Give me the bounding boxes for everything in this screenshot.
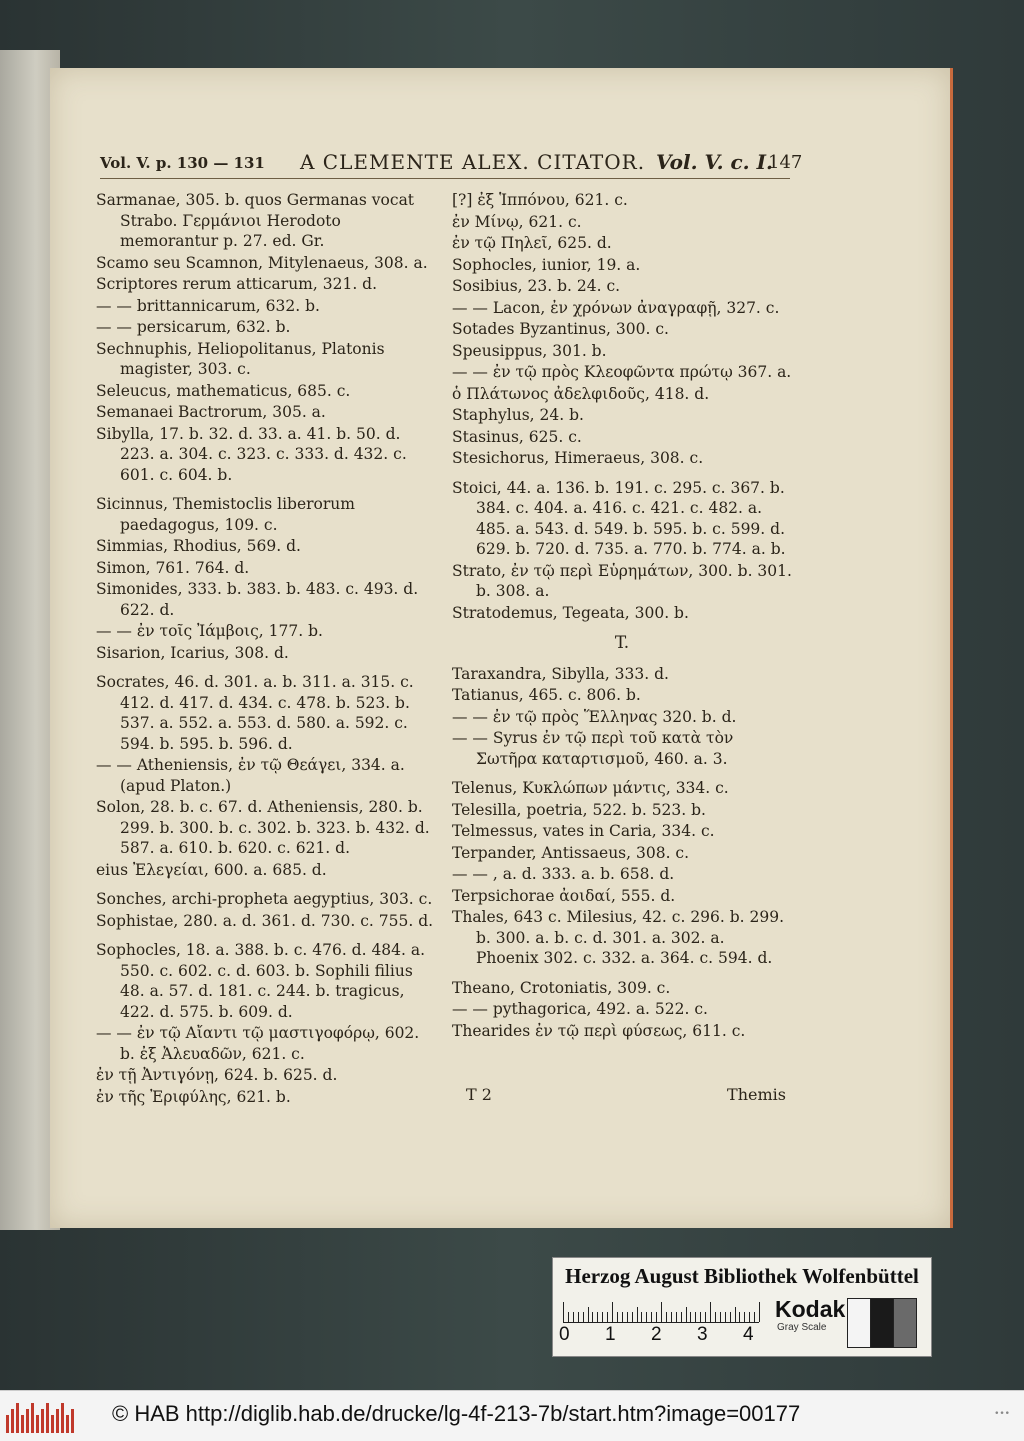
index-entry: Sicinnus, Themistoclis liberorum paedagogus, 109. c.	[96, 495, 355, 534]
ruler-tick	[730, 1312, 731, 1322]
ruler-tick	[592, 1312, 593, 1322]
index-entry: Sarmanae, 305. b. quos Germanas vocat Strabo. Γερμάνιοι Herodoto memorantur p. 27. ed. Gr.	[96, 191, 415, 250]
index-entry: Strato, ἐν τῷ περὶ Εὑρημάτων, 300. b. 301. b. 308. a.	[452, 561, 792, 600]
index-entry: Seleucus, mathematicus, 685. c.	[96, 381, 351, 400]
index-entry: Socrates, 46. d. 301. a. b. 311. a. 315. c. 412. d. 417. d. 434. c. 478. b. 523. b. 537. a. 552. a. 553. d. 580. a. 592. c. 594. b. 595. b. 596. d.	[96, 673, 414, 753]
ruler-tick	[588, 1307, 589, 1322]
index-entry: — — Lacon, ἐν χρόνων ἀναγραφῇ, 327. c.	[452, 298, 780, 317]
index-entry: Taraxandra, Sibylla, 333. d.	[452, 664, 669, 683]
index-entry: Tatianus, 465. c. 806. b.	[452, 686, 641, 704]
index-entry: Sibylla, 17. b. 32. d. 33. a. 41. b. 50. d. 223. a. 304. c. 323. c. 333. d. 432. c. 601. c. 604. b.	[96, 424, 407, 484]
index-entry: Terpsichorae ἀοιδαί, 555. d.	[452, 886, 676, 905]
ruler-tick	[715, 1312, 716, 1322]
ruler-tick	[578, 1312, 579, 1322]
ruler-tick	[739, 1312, 740, 1322]
section-letter: T.	[614, 633, 630, 653]
index-entry: Staphylus, 24. b.	[452, 406, 584, 424]
index-entry: Thales, 643 c. Milesius, 42. c. 296. b. 299. b. 300. a. b. c. d. 301. a. 302. a. Phoenix 302. c. 332. a. 364. c. 594. d.	[452, 908, 785, 967]
ruler-tick	[607, 1312, 608, 1322]
index-entry: Simmias, Rhodius, 569. d.	[96, 537, 301, 555]
page-number: 147	[768, 152, 803, 173]
logo-bar	[11, 1409, 14, 1433]
scale-number: 4	[743, 1324, 754, 1345]
logo-bar	[66, 1415, 69, 1433]
ruler-tick	[744, 1312, 745, 1322]
gray-swatch	[870, 1298, 894, 1348]
ruler-tick	[563, 1302, 564, 1322]
scale-numbers	[559, 1324, 759, 1348]
index-entry: Theano, Crotoniatis, 309. c.	[452, 978, 671, 997]
hab-logo-icon[interactable]	[6, 1399, 76, 1433]
copyright-link[interactable]: © HAB http://diglib.hab.de/drucke/lg-4f-213-7b/start.htm?image=00177	[112, 1401, 801, 1426]
logo-bar	[6, 1415, 9, 1433]
kodak-logo: Kodak	[775, 1296, 846, 1322]
index-entry: Speusippus, 301. b.	[452, 341, 607, 360]
ruler-tick	[568, 1312, 569, 1322]
logo-bar	[31, 1403, 34, 1433]
index-entry: Stesichorus, Himeraeus, 308. c.	[452, 449, 704, 467]
page-header	[100, 150, 803, 180]
logo-bar	[26, 1409, 29, 1433]
library-name: Herzog August Bibliothek Wolfenbüttel	[565, 1264, 919, 1288]
index-entry: — — pythagorica, 492. a. 522. c.	[452, 1000, 708, 1018]
ruler-tick	[681, 1312, 682, 1322]
ruler-tick	[583, 1312, 584, 1322]
ruler-tick	[651, 1312, 652, 1322]
scale-number: 0	[559, 1324, 570, 1345]
ruler-tick	[686, 1307, 687, 1322]
viewer-bottom-bar	[0, 1390, 1024, 1441]
ruler-tick	[632, 1312, 633, 1322]
index-entry: Telesilla, poetria, 522. b. 523. b.	[452, 800, 706, 819]
index-entry: Telmessus, vates in Caria, 334. c.	[452, 822, 715, 840]
ruler-tick	[641, 1312, 642, 1322]
logo-bar	[61, 1403, 64, 1433]
volume-chapter: Vol. V. c. I.	[656, 150, 773, 174]
gray-scale-label: Gray Scale	[777, 1322, 827, 1333]
ruler-tick	[749, 1312, 750, 1322]
index-entry: Telenus, Κυκλώπων μάντις, 334. c.	[452, 779, 729, 797]
logo-bar	[36, 1415, 39, 1433]
index-entry: — — brittannicarum, 632. b.	[96, 296, 320, 315]
ruler-tick	[720, 1312, 721, 1322]
index-entry: Sosibius, 23. b. 24. c.	[452, 277, 621, 295]
logo-bar	[41, 1409, 44, 1433]
index-entry: — — ἐν τῷ πρὸς Κλεοφῶντα πρώτῳ 367. a.	[452, 363, 792, 381]
ruler-tick	[602, 1312, 603, 1322]
ruler-tick	[627, 1312, 628, 1322]
scale-ruler	[563, 1300, 759, 1323]
index-entry: ἐν Μίνῳ, 621. c.	[452, 212, 582, 231]
ruler-tick	[710, 1302, 711, 1322]
ruler-tick	[759, 1302, 760, 1322]
ruler-tick	[754, 1312, 755, 1322]
ruler-tick	[661, 1302, 662, 1322]
ruler-tick	[666, 1312, 667, 1322]
right-column	[452, 190, 792, 1042]
index-entry: ἐν τῷ Πηλεῖ, 625. d.	[452, 234, 612, 252]
more-icon[interactable]: •••	[994, 1409, 1010, 1419]
gray-swatch	[893, 1298, 917, 1348]
index-entry: Simon, 761. 764. d.	[96, 558, 250, 577]
gray-swatch	[847, 1298, 871, 1348]
index-entry: Terpander, Antissaeus, 308. c.	[452, 843, 690, 862]
ruler-tick	[597, 1312, 598, 1322]
index-entry: Stratodemus, Tegeata, 300. b.	[452, 603, 689, 622]
ruler-tick	[612, 1302, 613, 1322]
scale-number: 2	[651, 1324, 662, 1345]
logo-bar	[16, 1403, 19, 1433]
index-entry: Sonches, archi-propheta aegyptius, 303. c.	[96, 890, 433, 908]
index-entry: Stoici, 44. a. 136. b. 191. c. 295. c. 367. b. 384. c. 404. a. 416. c. 421. c. 482. a. 485. a. 543. d. 549. b. 595. b. c. 599. d. 629. b. 720. d. 735. a. 770. b. 774. a. b.	[452, 478, 786, 558]
ruler-tick	[700, 1312, 701, 1322]
library-color-card	[552, 1257, 932, 1357]
ruler-tick	[671, 1312, 672, 1322]
running-title: A CLEMENTE ALEX. CITATOR.	[300, 150, 646, 174]
index-entry: Sophocles, 18. a. 388. b. c. 476. d. 484. a. 550. c. 602. c. d. 603. b. Sophili filius 48. a. 57. d. 181. c. 244. b. tragicus, 422. d. 575. b. 609. d.	[96, 941, 426, 1021]
index-entry: — — Syrus ἐν τῷ περὶ τοῦ κατὰ τὸν Σωτῆρα καταρτισμοῦ, 460. a. 3.	[452, 729, 734, 768]
index-entry: — — Atheniensis, ἐν τῷ Θεάγει, 334. a. (apud Platon.)	[96, 756, 405, 795]
index-entry: eius Ἐλεγείαι, 600. a. 685. d.	[96, 860, 327, 879]
ruler-tick	[573, 1312, 574, 1322]
index-entry: ἐν τῆς Ἐριφύλης, 621. b.	[96, 1087, 291, 1106]
index-entry: ἐν τῇ Ἀντιγόνῃ, 624. b. 625. d.	[96, 1066, 338, 1084]
ruler-tick	[622, 1312, 623, 1322]
header-rule	[100, 178, 790, 179]
ruler-tick	[690, 1312, 691, 1322]
catchword: Themis	[727, 1085, 786, 1104]
left-column	[96, 190, 438, 1108]
ruler-tick	[637, 1307, 638, 1322]
index-entry: Sotades Byzantinus, 300. c.	[452, 320, 669, 338]
index-entry: Scriptores rerum atticarum, 321. d.	[96, 275, 378, 293]
signature-mark: T 2	[466, 1085, 492, 1104]
logo-bar	[56, 1409, 59, 1433]
index-entry: Thearides ἐν τῷ περὶ φύσεως, 611. c.	[452, 1021, 746, 1040]
index-entry: Sechnuphis, Heliopolitanus, Platonis magister, 303. c.	[96, 339, 385, 378]
ruler-tick	[695, 1312, 696, 1322]
index-entry: — — ἐν τῷ πρὸς Ἕλληνας 320. b. d.	[452, 707, 737, 726]
index-entry: Scamo seu Scamnon, Mitylenaeus, 308. a.	[96, 253, 428, 272]
page-footer	[466, 1085, 786, 1107]
ruler-tick	[735, 1307, 736, 1322]
ruler-tick	[705, 1312, 706, 1322]
ruler-tick	[617, 1312, 618, 1322]
index-entry: Sophistae, 280. a. d. 361. d. 730. c. 755. d.	[96, 911, 434, 930]
logo-bar	[51, 1415, 54, 1433]
scale-number: 1	[605, 1324, 616, 1345]
ruler-tick	[676, 1312, 677, 1322]
index-entry: [?] ἐξ Ἱππόνου, 621. c.	[452, 191, 628, 209]
index-entry: — — ἐν τοῖς Ἰάμβοις, 177. b.	[96, 622, 323, 640]
index-entry: ὁ Πλάτωνος ἀδελφιδοῦς, 418. d.	[452, 384, 710, 403]
ruler-tick	[646, 1312, 647, 1322]
index-entry: — — persicarum, 632. b.	[96, 318, 291, 336]
index-entry: Stasinus, 625. c.	[452, 427, 582, 446]
ruler-tick	[725, 1312, 726, 1322]
volume-reference: Vol. V. p. 130 — 131	[100, 154, 265, 172]
index-entry: Simonides, 333. b. 383. b. 483. c. 493. d. 622. d.	[96, 580, 419, 619]
index-entry: — — , a. d. 333. a. b. 658. d.	[452, 865, 675, 883]
ruler-tick	[656, 1312, 657, 1322]
index-entry: Sophocles, iunior, 19. a.	[452, 255, 641, 274]
logo-bar	[21, 1415, 24, 1433]
index-entry: Sisarion, Icarius, 308. d.	[96, 643, 289, 662]
scale-number: 3	[697, 1324, 708, 1345]
index-entry: Solon, 28. b. c. 67. d. Atheniensis, 280. b. 299. b. 300. b. c. 302. b. 323. b. 432. d. 587. a. 610. b. 620. c. 621. d.	[96, 798, 430, 857]
index-entry: Semanaei Bactrorum, 305. a.	[96, 403, 326, 421]
logo-bar	[46, 1403, 49, 1433]
index-entry: — — ἐν τῷ Αἴαντι τῷ μαστιγοφόρῳ, 602. b. ἐξ Ἀλευαδῶν, 621. c.	[96, 1024, 420, 1063]
logo-bar	[71, 1409, 74, 1433]
